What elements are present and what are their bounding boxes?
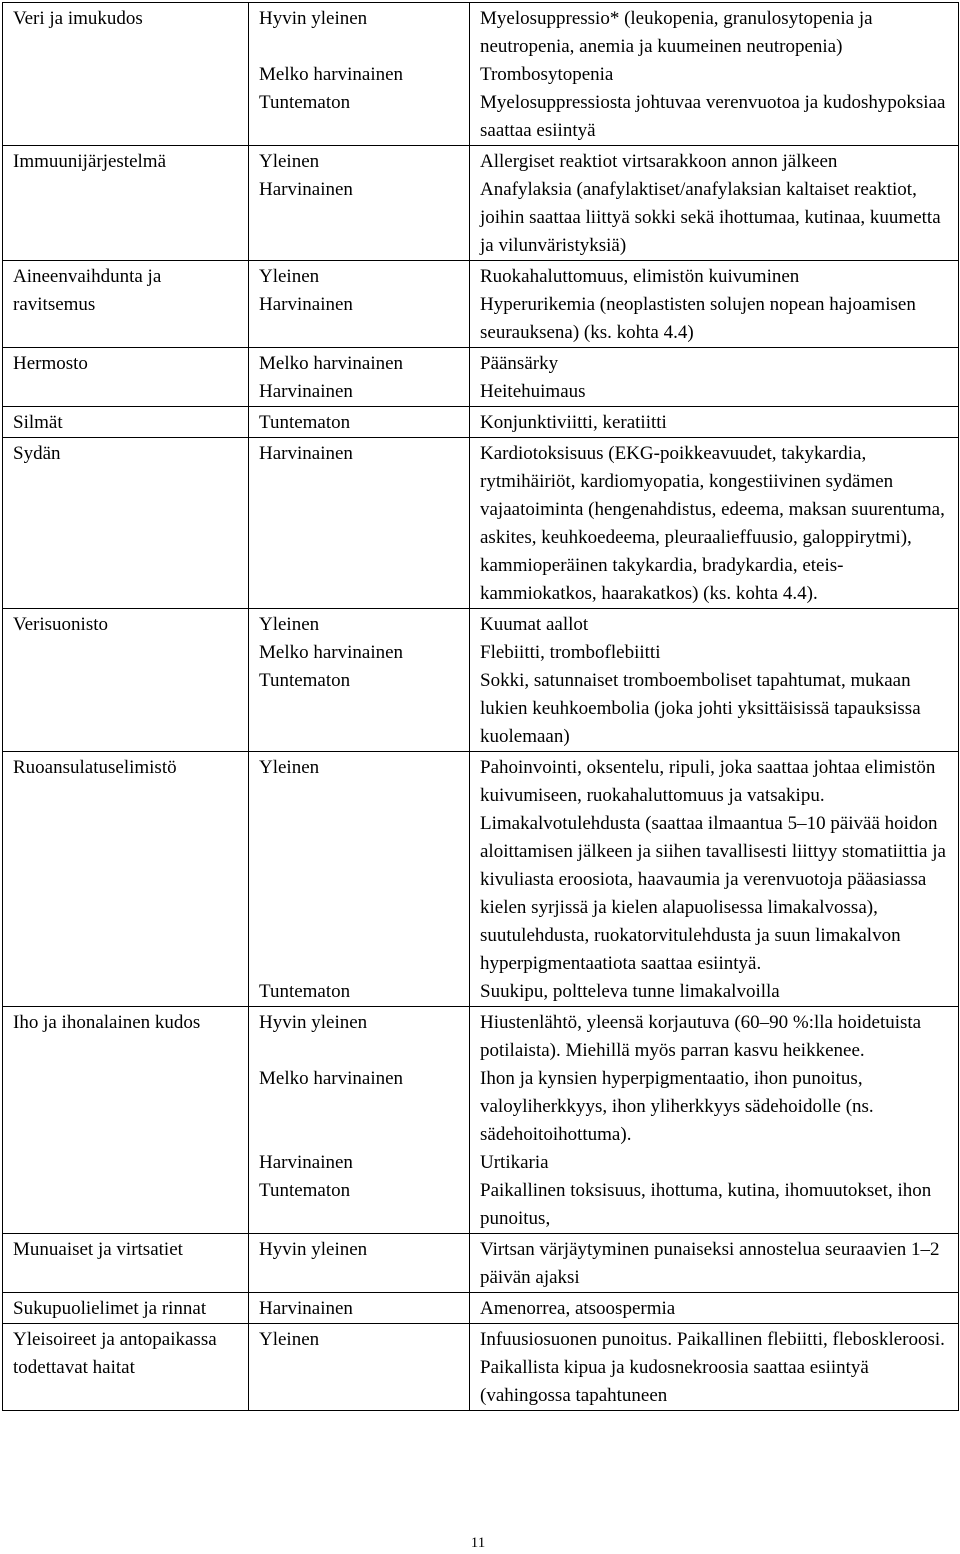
- adverse-effect-text: Myelosuppressio* (leukopenia, granulosytopenia ja neutropenia, anemia ja kuumeinen neutropenia): [480, 8, 873, 57]
- organ-class-cell: Immuunijärjestelmä: [3, 146, 249, 261]
- organ-class-cell: Silmät: [3, 407, 249, 438]
- effect-cell: [470, 261, 959, 348]
- adverse-effect-text: Virtsan värjäytyminen punaiseksi annostelua seuraavien 1–2 päivän ajaksi: [480, 1239, 940, 1288]
- adverse-effect-text: Päänsärky: [480, 353, 559, 374]
- organ-class-cell: Hermosto: [3, 348, 249, 407]
- adverse-effect-text: Suukipu, poltteleva tunne limakalvoilla: [480, 981, 780, 1002]
- frequency-text: Tuntematon: [259, 412, 351, 433]
- frequency-cell: [249, 1007, 470, 1234]
- adverse-effect-text: Pahoinvointi, oksentelu, ripuli, joka saattaa johtaa elimistön kuivumiseen, ruokahaluttomuus ja vatsakipu. Limakalvotulehdusta (saattaa ilmaantua 5–10 päivää hoidon aloittamisen jälkeen ja siihen tavallisesti liittyy stomatiittia ja kivuliasta eroosiota, haavaumia ja verenvuotoja pääasiassa kielen syrjissä ja kielen alapuolisessa limakalvossa), suutulehdusta, ruokatorvitulehdusta ja suun limakalvon hyperpigmentaatiota saattaa esiintyä.: [480, 757, 946, 974]
- table-row: [3, 261, 959, 348]
- adverse-effect-text: Trombosytopenia: [480, 64, 614, 85]
- adverse-effect-text: Flebiitti, tromboflebiitti: [480, 642, 661, 663]
- organ-class-cell: Iho ja ihonalainen kudos: [3, 1007, 249, 1234]
- adverse-effects-table-body: [3, 3, 959, 1411]
- adverse-effect-text: Infuusiosuonen punoitus. Paikallinen flebiitti, fleboskleroosi. Paikallista kipua ja kudosnekroosia saattaa esiintyä (vahingossa tapahtuneen: [480, 1329, 945, 1406]
- adverse-effect-text: Ruokahaluttomuus, elimistön kuivuminen: [480, 266, 800, 287]
- frequency-cell: [249, 3, 470, 146]
- adverse-effect-text: Anafylaksia (anafylaktiset/anafylaksian kaltaiset reaktiot, joihin saattaa liittyä sokki sekä ihottumaa, kutinaa, kuumetta ja vilunväristyksiä): [480, 179, 941, 256]
- organ-class-cell: Munuaiset ja virtsatiet: [3, 1234, 249, 1293]
- effect-cell: [470, 348, 959, 407]
- frequency-cell: [249, 1324, 470, 1411]
- table-row: [3, 1234, 959, 1293]
- frequency-text: Tuntematon: [259, 981, 351, 1002]
- frequency-text: Hyvin yleinen: [259, 1012, 368, 1033]
- frequency-cell: [249, 1234, 470, 1293]
- frequency-text: Yleinen: [259, 266, 320, 287]
- organ-class-cell: Ruoansulatuselimistö: [3, 752, 249, 1007]
- frequency-text: Harvinainen: [259, 1152, 353, 1173]
- table-row: [3, 1293, 959, 1324]
- adverse-effect-text: Amenorrea, atsoospermia: [480, 1298, 676, 1319]
- adverse-effect-text: Urtikaria: [480, 1152, 549, 1173]
- effect-cell: [470, 3, 959, 146]
- table-row: [3, 1324, 959, 1411]
- adverse-effect-text: Heitehuimaus: [480, 381, 586, 402]
- effect-cell: [470, 438, 959, 609]
- organ-class-cell: Sydän: [3, 438, 249, 609]
- frequency-cell: [249, 609, 470, 752]
- adverse-effect-text: Allergiset reaktiot virtsarakkoon annon jälkeen: [480, 151, 838, 172]
- organ-class-cell: Sukupuolielimet ja rinnat: [3, 1293, 249, 1324]
- page-number: 11: [470, 1535, 486, 1551]
- adverse-effect-text: Ihon ja kynsien hyperpigmentaatio, ihon punoitus, valoyliherkkyys, ihon yliherkkyys sädehoidolle (ns. sädehoitoihottuma).: [480, 1068, 874, 1145]
- table-row: [3, 407, 959, 438]
- effect-cell: [470, 1234, 959, 1293]
- effect-cell: [470, 407, 959, 438]
- frequency-cell: [249, 1293, 470, 1324]
- table-row: [3, 1007, 959, 1234]
- frequency-text: Hyvin yleinen: [259, 8, 368, 29]
- frequency-cell: [249, 752, 470, 1007]
- frequency-text: Yleinen: [259, 1329, 320, 1350]
- frequency-text: Harvinainen: [259, 294, 353, 315]
- adverse-effect-text: Sokki, satunnaiset tromboemboliset tapahtumat, mukaan lukien keuhkoembolia (joka johti yksittäisissä tapauksissa kuolemaan): [480, 670, 921, 747]
- organ-class-cell: Verisuonisto: [3, 609, 249, 752]
- adverse-effect-text: Hyperurikemia (neoplastisten solujen nopean hajoamisen seurauksena) (ks. kohta 4.4): [480, 294, 916, 343]
- frequency-cell: [249, 407, 470, 438]
- adverse-effect-text: Konjunktiviitti, keratiitti: [480, 412, 667, 433]
- frequency-text: Melko harvinainen: [259, 353, 404, 374]
- table-row: [3, 348, 959, 407]
- table-row: [3, 438, 959, 609]
- frequency-text: Harvinainen: [259, 1298, 353, 1319]
- adverse-effect-text: Paikallinen toksisuus, ihottuma, kutina, ihomuutokset, ihon punoitus,: [480, 1180, 932, 1229]
- frequency-text: Hyvin yleinen: [259, 1239, 368, 1260]
- frequency-text: Yleinen: [259, 151, 320, 172]
- organ-class-cell: Yleisoireet ja antopaikassa todettavat haitat: [3, 1324, 249, 1411]
- table-row: [3, 752, 959, 1007]
- organ-class-cell: Veri ja imukudos: [3, 3, 249, 146]
- frequency-text: Harvinainen: [259, 179, 353, 200]
- table-row: [3, 609, 959, 752]
- effect-cell: [470, 1007, 959, 1234]
- frequency-text: Tuntematon: [259, 1180, 351, 1201]
- frequency-text: Yleinen: [259, 757, 320, 778]
- frequency-text: Tuntematon: [259, 92, 351, 113]
- frequency-text: Tuntematon: [259, 670, 351, 691]
- frequency-cell: [249, 348, 470, 407]
- effect-cell: [470, 146, 959, 261]
- adverse-effect-text: Kuumat aallot: [480, 614, 589, 635]
- table-row: [3, 3, 959, 146]
- table-row: [3, 146, 959, 261]
- frequency-text: Harvinainen: [259, 381, 353, 402]
- frequency-cell: [249, 438, 470, 609]
- frequency-text: Yleinen: [259, 614, 320, 635]
- effect-cell: [470, 609, 959, 752]
- adverse-effect-text: Hiustenlähtö, yleensä korjautuva (60–90 %:lla hoidetuista potilaista). Miehillä myös parran kasvu heikkenee.: [480, 1012, 922, 1061]
- effect-cell: [470, 752, 959, 1007]
- effect-cell: [470, 1324, 959, 1411]
- frequency-text: Melko harvinainen: [259, 1068, 404, 1089]
- frequency-text: Harvinainen: [259, 443, 353, 464]
- frequency-cell: [249, 261, 470, 348]
- frequency-text: Melko harvinainen: [259, 642, 404, 663]
- organ-class-cell: Aineenvaihdunta ja ravitsemus: [3, 261, 249, 348]
- adverse-effects-table: [2, 2, 959, 1411]
- effect-cell: [470, 1293, 959, 1324]
- frequency-text: Melko harvinainen: [259, 64, 404, 85]
- frequency-cell: [249, 146, 470, 261]
- adverse-effect-text: Myelosuppressiosta johtuvaa verenvuotoa ja kudoshypoksiaa saattaa esiintyä: [480, 92, 946, 141]
- adverse-effect-text: Kardiotoksisuus (EKG-poikkeavuudet, takykardia, rytmihäiriöt, kardiomyopatia, kongestiivinen sydämen vajaatoiminta (hengenahdistus, edeema, maksan suurentuma, askites, keuhkoedeema, pleuraalieffuusio, galoppirytmi), kammioperäinen takykardia, bradykardia, eteis-kammiokatkos, haarakatkos) (ks. kohta 4.4).: [480, 443, 945, 604]
